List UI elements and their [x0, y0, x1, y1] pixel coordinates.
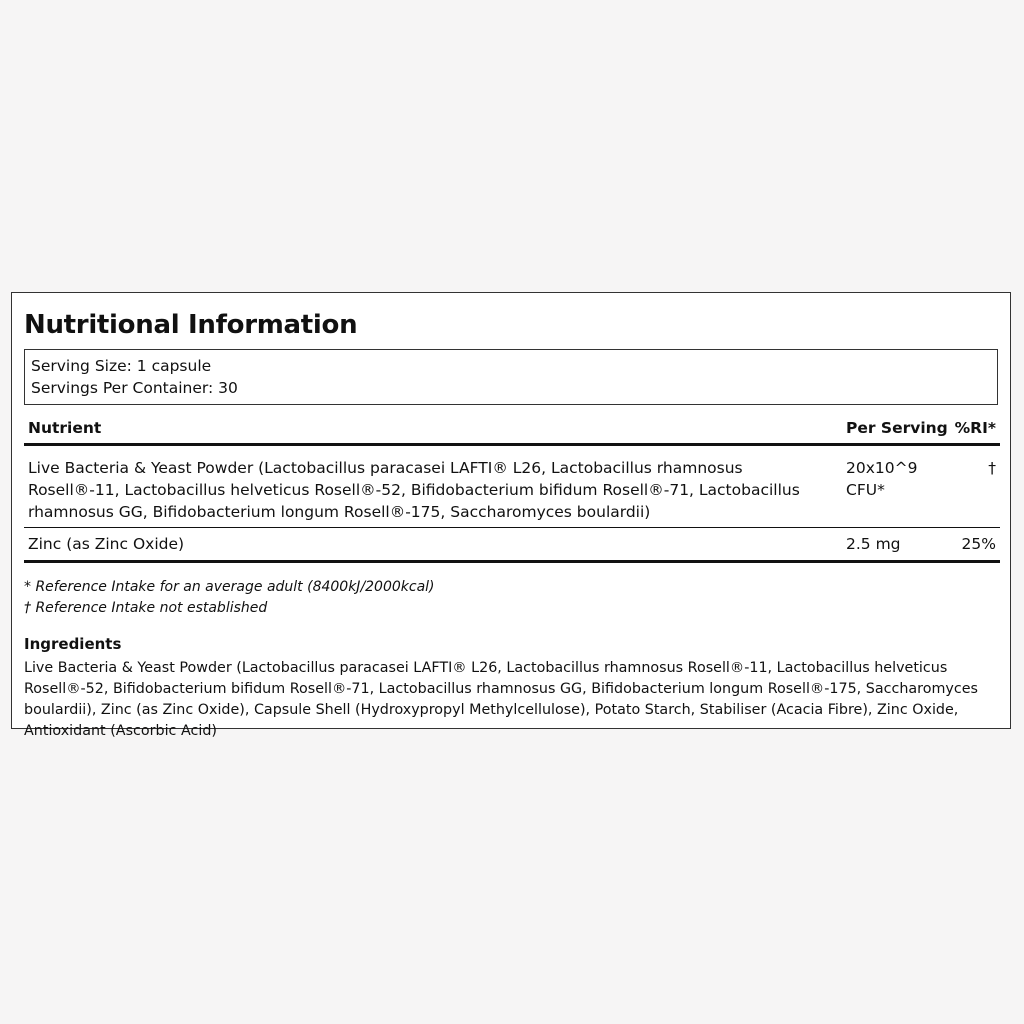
header-per-serving: Per Serving — [842, 417, 944, 445]
footnote-not-established: † Reference Intake not established — [24, 600, 268, 616]
servings-per-container: Servings Per Container: 30 — [31, 378, 238, 397]
header-ri: %RI* — [944, 417, 1000, 445]
ri-value: 25% — [944, 528, 1000, 562]
ri-value: † — [944, 445, 1000, 528]
nutrition-panel — [11, 292, 1011, 739]
per-serving-value: 20x10^9 CFU* — [842, 445, 944, 528]
footnote-reference-intake: * Reference Intake for an average adult (8400kJ/2000kcal) — [24, 579, 435, 595]
ingredients-text: Live Bacteria & Yeast Powder (Lactobacillus paracasei LAFTI® L26, Lactobacillus rhamnosus Rosell®-11, Lactobacillus helveticus Rosell®-52, Bifidobacterium bifidum Rosell®-71, Lactobacillus rhamnosus GG, Bifidobacterium longum Rosell®-175, Saccharomyces boulardii), Zinc (as Zinc Oxide), Capsule Shell (Hydroxypropyl Methylcellulose), Potato Starch, Stabiliser (Acacia Fibre), Zinc Oxide, Antioxidant (Ascorbic Acid) — [24, 660, 978, 739]
footnotes — [24, 577, 998, 619]
serving-info-box — [24, 349, 998, 405]
table-row — [24, 445, 1000, 528]
nutrient-name: Live Bacteria & Yeast Powder (Lactobacillus paracasei LAFTI® L26, Lactobacillus rhamnosus Rosell®-11, Lactobacillus helveticus Rosell®-52, Bifidobacterium bifidum Rosell®-71, Lactobacillus rhamnosus GG, Bifidobacterium longum Rosell®-175, Saccharomyces boulardii) — [24, 445, 842, 528]
ingredients-heading: Ingredients — [24, 635, 122, 653]
nutrient-table — [24, 417, 1000, 563]
header-nutrient: Nutrient — [24, 417, 842, 445]
panel-title: Nutritional Information — [24, 310, 358, 340]
table-header-row — [24, 417, 1000, 445]
per-serving-value: 2.5 mg — [842, 528, 944, 562]
table-row — [24, 528, 1000, 562]
nutrient-name: Zinc (as Zinc Oxide) — [24, 528, 842, 562]
serving-size: Serving Size: 1 capsule — [31, 357, 212, 375]
